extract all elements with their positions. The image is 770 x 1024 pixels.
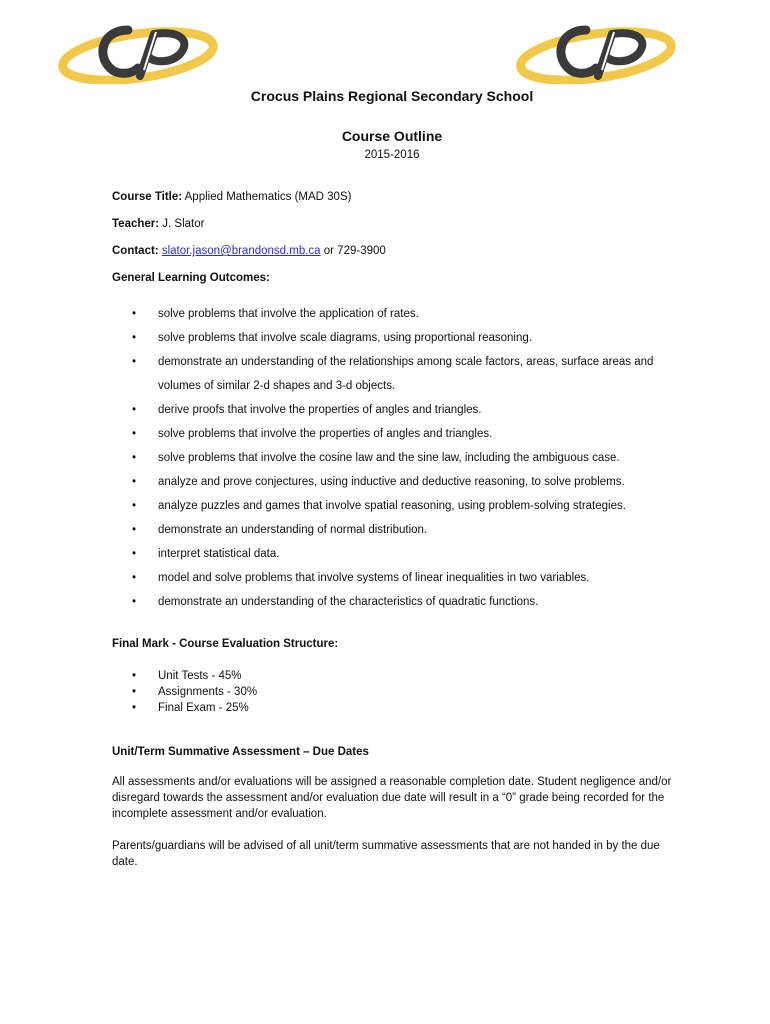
cp-logo-icon <box>516 24 676 84</box>
outcomes-list <box>112 302 672 614</box>
course-title-field <box>112 191 672 203</box>
outcome-item: • solve problems that involve scale diagrams, using proportional reasoning. <box>112 326 672 350</box>
school-logo-right <box>516 24 676 84</box>
outcome-item: • interpret statistical data. <box>112 542 672 566</box>
evaluation-item: • Assignments - 30% <box>112 684 672 700</box>
school-year: 2015-2016 <box>364 149 420 161</box>
teacher-field <box>112 218 672 230</box>
document-title: Course Outline <box>341 128 443 144</box>
evaluation-list <box>112 668 672 716</box>
outcome-item: • analyze and prove conjectures, using inductive and deductive reasoning, to solve problems. <box>112 470 672 494</box>
evaluation-item: • Unit Tests - 45% <box>112 668 672 684</box>
contact-label: Contact: <box>112 245 159 257</box>
teacher-label: Teacher: <box>112 218 160 230</box>
course-title-label: Course Title: <box>112 191 183 203</box>
due-dates-heading: Unit/Term Summative Assessment – Due Dates <box>112 746 369 758</box>
cp-logo-icon <box>58 24 218 84</box>
outcomes-heading: General Learning Outcomes: <box>112 272 270 284</box>
outcome-item: • model and solve problems that involve systems of linear inequalities in two variables. <box>112 566 672 590</box>
due-dates-paragraph: All assessments and/or evaluations will be assigned a reasonable completion date. Student negligence and/or disregard towards the assessment and/or evaluation due date will result in a “0” grade being recorded for the incomplete assessment and/or evaluation. <box>112 776 672 820</box>
evaluation-heading: Final Mark - Course Evaluation Structure: <box>112 638 339 650</box>
contact-email-link[interactable]: slator.jason@brandonsd.mb.ca <box>161 245 321 257</box>
outcome-item: • derive proofs that involve the properties of angles and triangles. <box>112 398 672 422</box>
outcome-item: • solve problems that involve the application of rates. <box>112 302 672 326</box>
evaluation-item: • Final Exam - 25% <box>112 700 672 716</box>
parents-paragraph: Parents/guardians will be advised of all unit/term summative assessments that are not handed in by the due date. <box>112 840 660 868</box>
contact-phone: or 729-3900 <box>320 245 386 257</box>
contact-field <box>112 245 672 257</box>
course-title-value: Applied Mathematics (MAD 30S) <box>184 191 352 203</box>
school-logo-left <box>58 24 218 84</box>
course-outline-document <box>112 84 672 870</box>
outcome-item: • solve problems that involve the properties of angles and triangles. <box>112 422 672 446</box>
school-name: Crocus Plains Regional Secondary School <box>250 88 534 104</box>
outcome-item: • solve problems that involve the cosine law and the sine law, including the ambiguous case. <box>112 446 672 470</box>
teacher-value: J. Slator <box>162 218 205 230</box>
outcome-item: • demonstrate an understanding of normal distribution. <box>112 518 672 542</box>
outcome-item: • demonstrate an understanding of the characteristics of quadratic functions. <box>112 590 672 614</box>
outcome-item: • analyze puzzles and games that involve spatial reasoning, using problem-solving strategies. <box>112 494 672 518</box>
outcome-item: • demonstrate an understanding of the relationships among scale factors, areas, surface areas and volumes of similar 2-d shapes and 3-d objects. <box>112 350 672 398</box>
